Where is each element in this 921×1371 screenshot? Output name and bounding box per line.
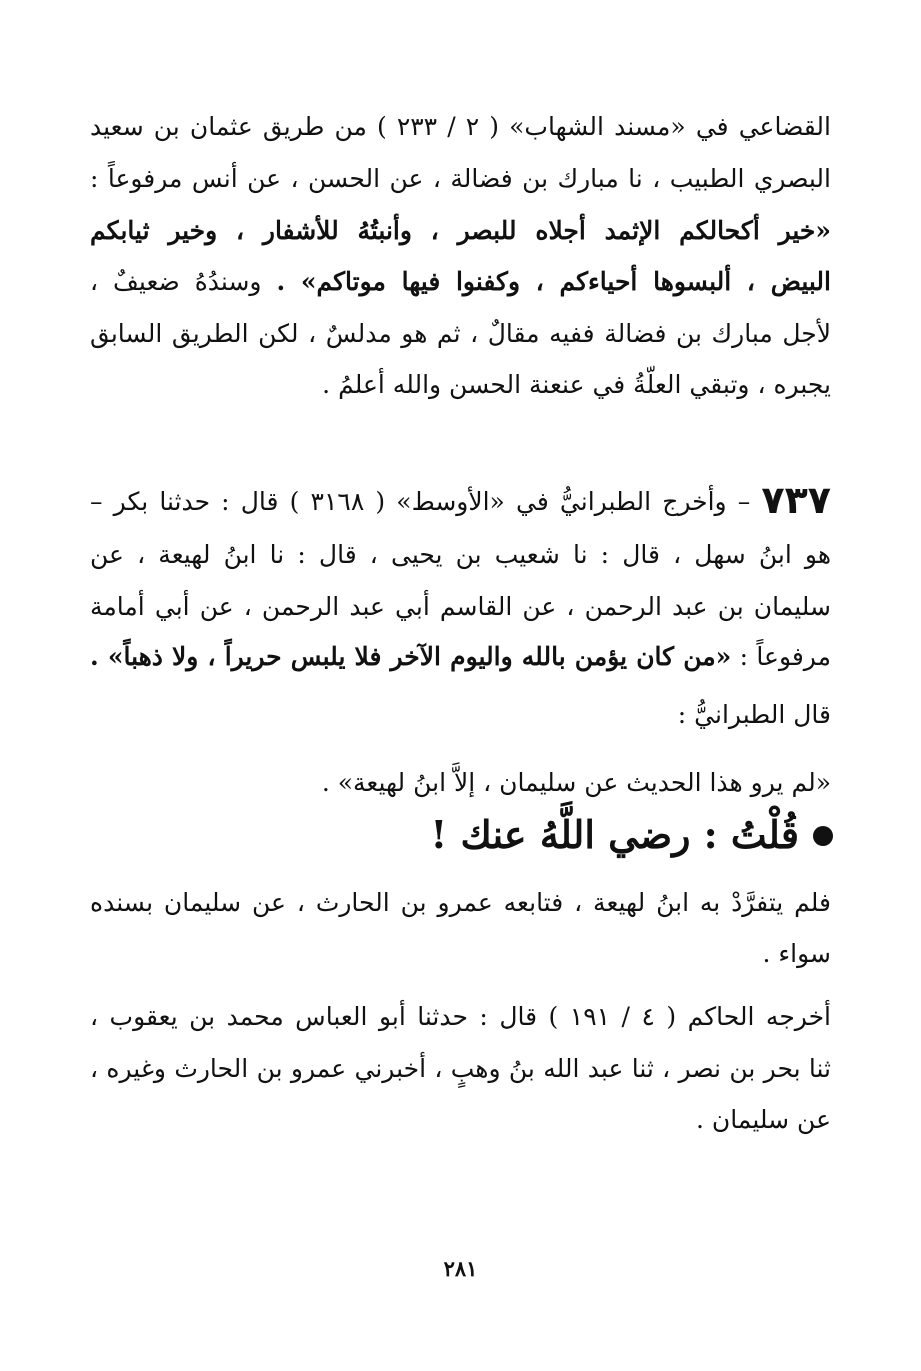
text-line: لأجل مبارك بن فضالة ففيه مقالٌ ، ثم هو مدلسٌ ، لكن الطريق السابق [90, 319, 831, 348]
text-line: البصري الطبيب ، نا مبارك بن فضالة ، عن الحسن ، عن أنس مرفوعاً : [90, 164, 831, 193]
text-line: ثنا بحر بن نصر ، ثنا عبد الله بنُ وهبٍ ، أخبرني عمرو بن الحارث وغيره ، [90, 1054, 831, 1083]
text-line: سليمان بن عبد الرحمن ، عن القاسم أبي عبد الرحمن ، عن أبي أمامة [90, 592, 831, 621]
bullet-icon [813, 826, 833, 846]
grading-text: وسندُهُ ضعيفٌ ، [90, 267, 262, 296]
hadith-heading-line [90, 478, 831, 524]
text-line [90, 267, 831, 297]
hadith-text-line: «خير أكحالكم الإثمد أجلاه للبصر ، وأنبتُهُ للأشفار ، وخير ثيابكم [90, 216, 831, 245]
text-line [90, 642, 831, 672]
text-line: يجبره ، وتبقي العلّةُ في عنعنة الحسن والله أعلمُ . [322, 370, 831, 399]
marfu-label: مرفوعاً : [739, 642, 831, 671]
qultu-heading: قُلْتُ : رضي اللَّهُ عنك ! [92, 812, 833, 858]
hadith-intro: – وأخرج الطبرانيُّ في «الأوسط» ( ٣١٦٨ ) قال : حدثنا بكر – [90, 487, 751, 516]
hadith-text: البيض ، ألبسوها أحياءكم ، وكفنوا فيها موتاكم» . [276, 267, 831, 296]
text-line: سواء . [762, 939, 831, 968]
text-line: القضاعي في «مسند الشهاب» ( ٢ / ٢٣٣ ) من طريق عثمان بن سعيد [90, 112, 831, 141]
page-number: ٢٨١ [443, 1256, 478, 1281]
tabarani-quote: «لم يرو هذا الحديث عن سليمان ، إلاَّ ابنُ لهيعة» . [321, 768, 831, 797]
text-line: عن سليمان . [696, 1105, 831, 1134]
tabarani-said: قال الطبرانيُّ : [677, 700, 831, 729]
text-line: أخرجه الحاكم ( ٤ / ١٩١ ) قال : حدثنا أبو العباس محمد بن يعقوب ، [90, 1002, 831, 1031]
text-line: فلم يتفرَّدْ به ابنُ لهيعة ، فتابعه عمرو بن الحارث ، عن سليمان بسنده [90, 888, 831, 917]
text-line: هو ابنُ سهل ، قال : نا شعيب بن يحيى ، قال : نا ابنُ لهيعة ، عن [90, 540, 831, 569]
hadith-text: «من كان يؤمن بالله واليوم الآخر فلا يلبس حريراً ، ولا ذهباً» . [90, 642, 732, 671]
hadith-number: ٧٣٧ [761, 478, 832, 522]
